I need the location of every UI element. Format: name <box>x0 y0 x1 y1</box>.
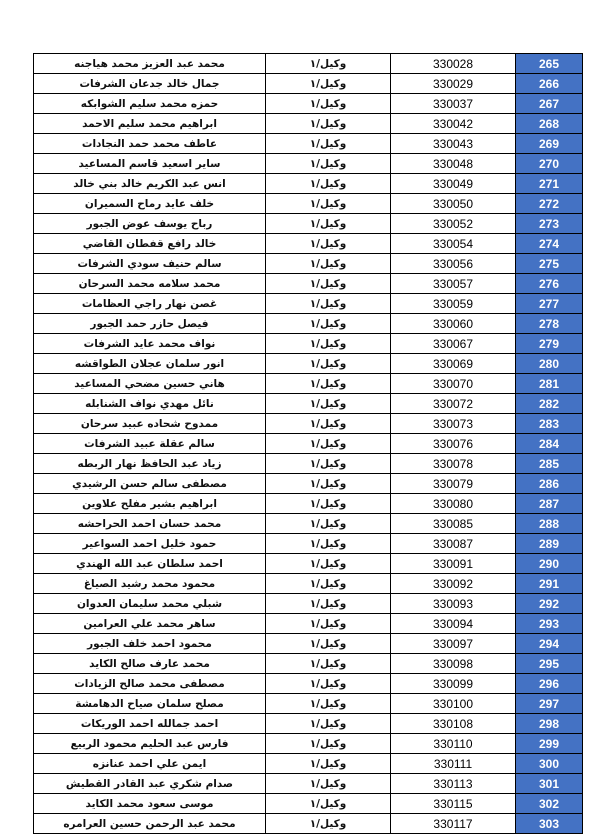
table-row <box>34 674 583 694</box>
person-name-cell: انور سلمان عجلان الطواقشه <box>34 354 266 374</box>
table-row <box>34 754 583 774</box>
person-name-cell: فارس عبد الحليم محمود الربيع <box>34 734 266 754</box>
service-number-cell: 330052 <box>391 214 516 234</box>
service-number-cell: 330037 <box>391 94 516 114</box>
service-number-cell: 330072 <box>391 394 516 414</box>
service-number-cell: 330070 <box>391 374 516 394</box>
service-number-cell: 330115 <box>391 794 516 814</box>
person-name-cell: محمد عبد العزيز محمد هياجنه <box>34 54 266 74</box>
table-row <box>34 734 583 754</box>
row-index-cell: 296 <box>516 674 583 694</box>
table-row <box>34 494 583 514</box>
row-index-cell: 289 <box>516 534 583 554</box>
table-row <box>34 694 583 714</box>
table-row <box>34 614 583 634</box>
row-index-cell: 290 <box>516 554 583 574</box>
table-row <box>34 634 583 654</box>
rank-cell: وكيل/١ <box>266 814 391 834</box>
service-number-cell: 330078 <box>391 454 516 474</box>
rank-cell: وكيل/١ <box>266 134 391 154</box>
table-row <box>34 114 583 134</box>
row-index-cell: 277 <box>516 294 583 314</box>
rank-cell: وكيل/١ <box>266 54 391 74</box>
person-name-cell: محمود محمد رشيد الصياغ <box>34 574 266 594</box>
rank-cell: وكيل/١ <box>266 794 391 814</box>
rank-cell: وكيل/١ <box>266 354 391 374</box>
rank-cell: وكيل/١ <box>266 674 391 694</box>
rank-cell: وكيل/١ <box>266 614 391 634</box>
person-name-cell: مصطفى محمد صالح الزيادات <box>34 674 266 694</box>
service-number-cell: 330092 <box>391 574 516 594</box>
service-number-cell: 330100 <box>391 694 516 714</box>
table-row <box>34 74 583 94</box>
rank-cell: وكيل/١ <box>266 434 391 454</box>
rank-cell: وكيل/١ <box>266 234 391 254</box>
table-row <box>34 414 583 434</box>
table-row <box>34 134 583 154</box>
table-row <box>34 774 583 794</box>
service-number-cell: 330097 <box>391 634 516 654</box>
table-row <box>34 194 583 214</box>
person-name-cell: ابراهيم محمد سليم الاحمد <box>34 114 266 134</box>
service-number-cell: 330050 <box>391 194 516 214</box>
rank-cell: وكيل/١ <box>266 474 391 494</box>
row-index-cell: 292 <box>516 594 583 614</box>
service-number-cell: 330049 <box>391 174 516 194</box>
row-index-cell: 266 <box>516 74 583 94</box>
service-number-cell: 330080 <box>391 494 516 514</box>
person-name-cell: ممدوح شحاده عبيد سرحان <box>34 414 266 434</box>
row-index-cell: 286 <box>516 474 583 494</box>
person-name-cell: حمزه محمد سليم الشوابكه <box>34 94 266 114</box>
service-number-cell: 330111 <box>391 754 516 774</box>
table-row <box>34 54 583 74</box>
rank-cell: وكيل/١ <box>266 214 391 234</box>
service-number-cell: 330110 <box>391 734 516 754</box>
person-name-cell: ساير اسعيد قاسم المساعيد <box>34 154 266 174</box>
service-number-cell: 330079 <box>391 474 516 494</box>
rank-cell: وكيل/١ <box>266 754 391 774</box>
service-number-cell: 330067 <box>391 334 516 354</box>
personnel-table <box>33 53 583 834</box>
row-index-cell: 303 <box>516 814 583 834</box>
personnel-table-body <box>34 54 583 834</box>
person-name-cell: جمال خالد جدعان الشرفات <box>34 74 266 94</box>
person-name-cell: انس عبد الكريم خالد بني خالد <box>34 174 266 194</box>
rank-cell: وكيل/١ <box>266 254 391 274</box>
row-index-cell: 295 <box>516 654 583 674</box>
person-name-cell: احمد سلطان عبد الله الهندي <box>34 554 266 574</box>
row-index-cell: 280 <box>516 354 583 374</box>
row-index-cell: 287 <box>516 494 583 514</box>
service-number-cell: 330056 <box>391 254 516 274</box>
table-row <box>34 554 583 574</box>
service-number-cell: 330117 <box>391 814 516 834</box>
rank-cell: وكيل/١ <box>266 594 391 614</box>
person-name-cell: هاني حسين مضحي المساعيد <box>34 374 266 394</box>
rank-cell: وكيل/١ <box>266 654 391 674</box>
table-row <box>34 474 583 494</box>
person-name-cell: محمود احمد خلف الجبور <box>34 634 266 654</box>
person-name-cell: سالم عقلة عبيد الشرفات <box>34 434 266 454</box>
table-row <box>34 374 583 394</box>
table-row <box>34 594 583 614</box>
person-name-cell: خالد رافع قفطان القاضي <box>34 234 266 254</box>
row-index-cell: 281 <box>516 374 583 394</box>
row-index-cell: 274 <box>516 234 583 254</box>
table-row <box>34 534 583 554</box>
rank-cell: وكيل/١ <box>266 574 391 594</box>
table-row <box>34 394 583 414</box>
row-index-cell: 265 <box>516 54 583 74</box>
row-index-cell: 271 <box>516 174 583 194</box>
service-number-cell: 330087 <box>391 534 516 554</box>
service-number-cell: 330113 <box>391 774 516 794</box>
table-row <box>34 314 583 334</box>
person-name-cell: غصن نهار راجي العظامات <box>34 294 266 314</box>
row-index-cell: 276 <box>516 274 583 294</box>
row-index-cell: 269 <box>516 134 583 154</box>
table-row <box>34 154 583 174</box>
service-number-cell: 330094 <box>391 614 516 634</box>
person-name-cell: محمد حسان احمد الحراحشه <box>34 514 266 534</box>
table-row <box>34 654 583 674</box>
table-row <box>34 574 583 594</box>
person-name-cell: ابراهيم بشير مفلح علاوين <box>34 494 266 514</box>
rank-cell: وكيل/١ <box>266 634 391 654</box>
row-index-cell: 301 <box>516 774 583 794</box>
table-row <box>34 274 583 294</box>
service-number-cell: 330091 <box>391 554 516 574</box>
row-index-cell: 273 <box>516 214 583 234</box>
rank-cell: وكيل/١ <box>266 554 391 574</box>
table-row <box>34 294 583 314</box>
table-row <box>34 514 583 534</box>
rank-cell: وكيل/١ <box>266 274 391 294</box>
rank-cell: وكيل/١ <box>266 694 391 714</box>
row-index-cell: 298 <box>516 714 583 734</box>
rank-cell: وكيل/١ <box>266 114 391 134</box>
person-name-cell: احمد جمالله احمد الوريكات <box>34 714 266 734</box>
service-number-cell: 330029 <box>391 74 516 94</box>
person-name-cell: خلف عايد رماح السميران <box>34 194 266 214</box>
rank-cell: وكيل/١ <box>266 734 391 754</box>
table-row <box>34 94 583 114</box>
person-name-cell: رباح يوسف عوض الجبور <box>34 214 266 234</box>
service-number-cell: 330108 <box>391 714 516 734</box>
person-name-cell: مصلح سلمان صياح الدهامشة <box>34 694 266 714</box>
table-row <box>34 714 583 734</box>
row-index-cell: 293 <box>516 614 583 634</box>
table-row <box>34 234 583 254</box>
rank-cell: وكيل/١ <box>266 514 391 534</box>
row-index-cell: 300 <box>516 754 583 774</box>
service-number-cell: 330059 <box>391 294 516 314</box>
service-number-cell: 330060 <box>391 314 516 334</box>
table-row <box>34 214 583 234</box>
service-number-cell: 330093 <box>391 594 516 614</box>
service-number-cell: 330048 <box>391 154 516 174</box>
row-index-cell: 285 <box>516 454 583 474</box>
rank-cell: وكيل/١ <box>266 314 391 334</box>
row-index-cell: 302 <box>516 794 583 814</box>
table-row <box>34 174 583 194</box>
rank-cell: وكيل/١ <box>266 334 391 354</box>
person-name-cell: نواف محمد عايد الشرفات <box>34 334 266 354</box>
service-number-cell: 330042 <box>391 114 516 134</box>
service-number-cell: 330085 <box>391 514 516 534</box>
row-index-cell: 275 <box>516 254 583 274</box>
rank-cell: وكيل/١ <box>266 414 391 434</box>
row-index-cell: 268 <box>516 114 583 134</box>
rank-cell: وكيل/١ <box>266 194 391 214</box>
person-name-cell: شبلي محمد سليمان العدوان <box>34 594 266 614</box>
rank-cell: وكيل/١ <box>266 94 391 114</box>
table-row <box>34 334 583 354</box>
rank-cell: وكيل/١ <box>266 774 391 794</box>
person-name-cell: ساهر محمد علي العرامين <box>34 614 266 634</box>
rank-cell: وكيل/١ <box>266 394 391 414</box>
rank-cell: وكيل/١ <box>266 534 391 554</box>
row-index-cell: 291 <box>516 574 583 594</box>
row-index-cell: 288 <box>516 514 583 534</box>
row-index-cell: 294 <box>516 634 583 654</box>
row-index-cell: 284 <box>516 434 583 454</box>
person-name-cell: زياد عبد الحافظ نهار الربطه <box>34 454 266 474</box>
rank-cell: وكيل/١ <box>266 374 391 394</box>
table-row <box>34 794 583 814</box>
person-name-cell: حمود خليل احمد السواعير <box>34 534 266 554</box>
table-row <box>34 354 583 374</box>
service-number-cell: 330069 <box>391 354 516 374</box>
row-index-cell: 282 <box>516 394 583 414</box>
person-name-cell: صدام شكري عبد القادر القطيش <box>34 774 266 794</box>
table-row <box>34 254 583 274</box>
service-number-cell: 330076 <box>391 434 516 454</box>
person-name-cell: ايمن علي احمد عنانزه <box>34 754 266 774</box>
row-index-cell: 272 <box>516 194 583 214</box>
person-name-cell: عاطف محمد حمد النجادات <box>34 134 266 154</box>
service-number-cell: 330028 <box>391 54 516 74</box>
rank-cell: وكيل/١ <box>266 714 391 734</box>
rank-cell: وكيل/١ <box>266 174 391 194</box>
person-name-cell: مصطفى سالم حسن الرشيدي <box>34 474 266 494</box>
row-index-cell: 270 <box>516 154 583 174</box>
row-index-cell: 299 <box>516 734 583 754</box>
table-row <box>34 434 583 454</box>
service-number-cell: 330057 <box>391 274 516 294</box>
service-number-cell: 330099 <box>391 674 516 694</box>
service-number-cell: 330054 <box>391 234 516 254</box>
table-row <box>34 454 583 474</box>
person-name-cell: محمد سلامه محمد السرحان <box>34 274 266 294</box>
rank-cell: وكيل/١ <box>266 454 391 474</box>
rank-cell: وكيل/١ <box>266 74 391 94</box>
row-index-cell: 283 <box>516 414 583 434</box>
person-name-cell: محمد عبد الرحمن حسين العرامره <box>34 814 266 834</box>
person-name-cell: سالم حنيف سودي الشرفات <box>34 254 266 274</box>
rank-cell: وكيل/١ <box>266 494 391 514</box>
rank-cell: وكيل/١ <box>266 294 391 314</box>
table-row <box>34 814 583 834</box>
service-number-cell: 330043 <box>391 134 516 154</box>
service-number-cell: 330073 <box>391 414 516 434</box>
person-name-cell: نائل مهدي نواف الشنابله <box>34 394 266 414</box>
row-index-cell: 278 <box>516 314 583 334</box>
row-index-cell: 297 <box>516 694 583 714</box>
person-name-cell: فيصل حازر حمد الجبور <box>34 314 266 334</box>
row-index-cell: 267 <box>516 94 583 114</box>
row-index-cell: 279 <box>516 334 583 354</box>
rank-cell: وكيل/١ <box>266 154 391 174</box>
person-name-cell: محمد عارف صالح الكايد <box>34 654 266 674</box>
service-number-cell: 330098 <box>391 654 516 674</box>
person-name-cell: موسى سعود محمد الكايد <box>34 794 266 814</box>
